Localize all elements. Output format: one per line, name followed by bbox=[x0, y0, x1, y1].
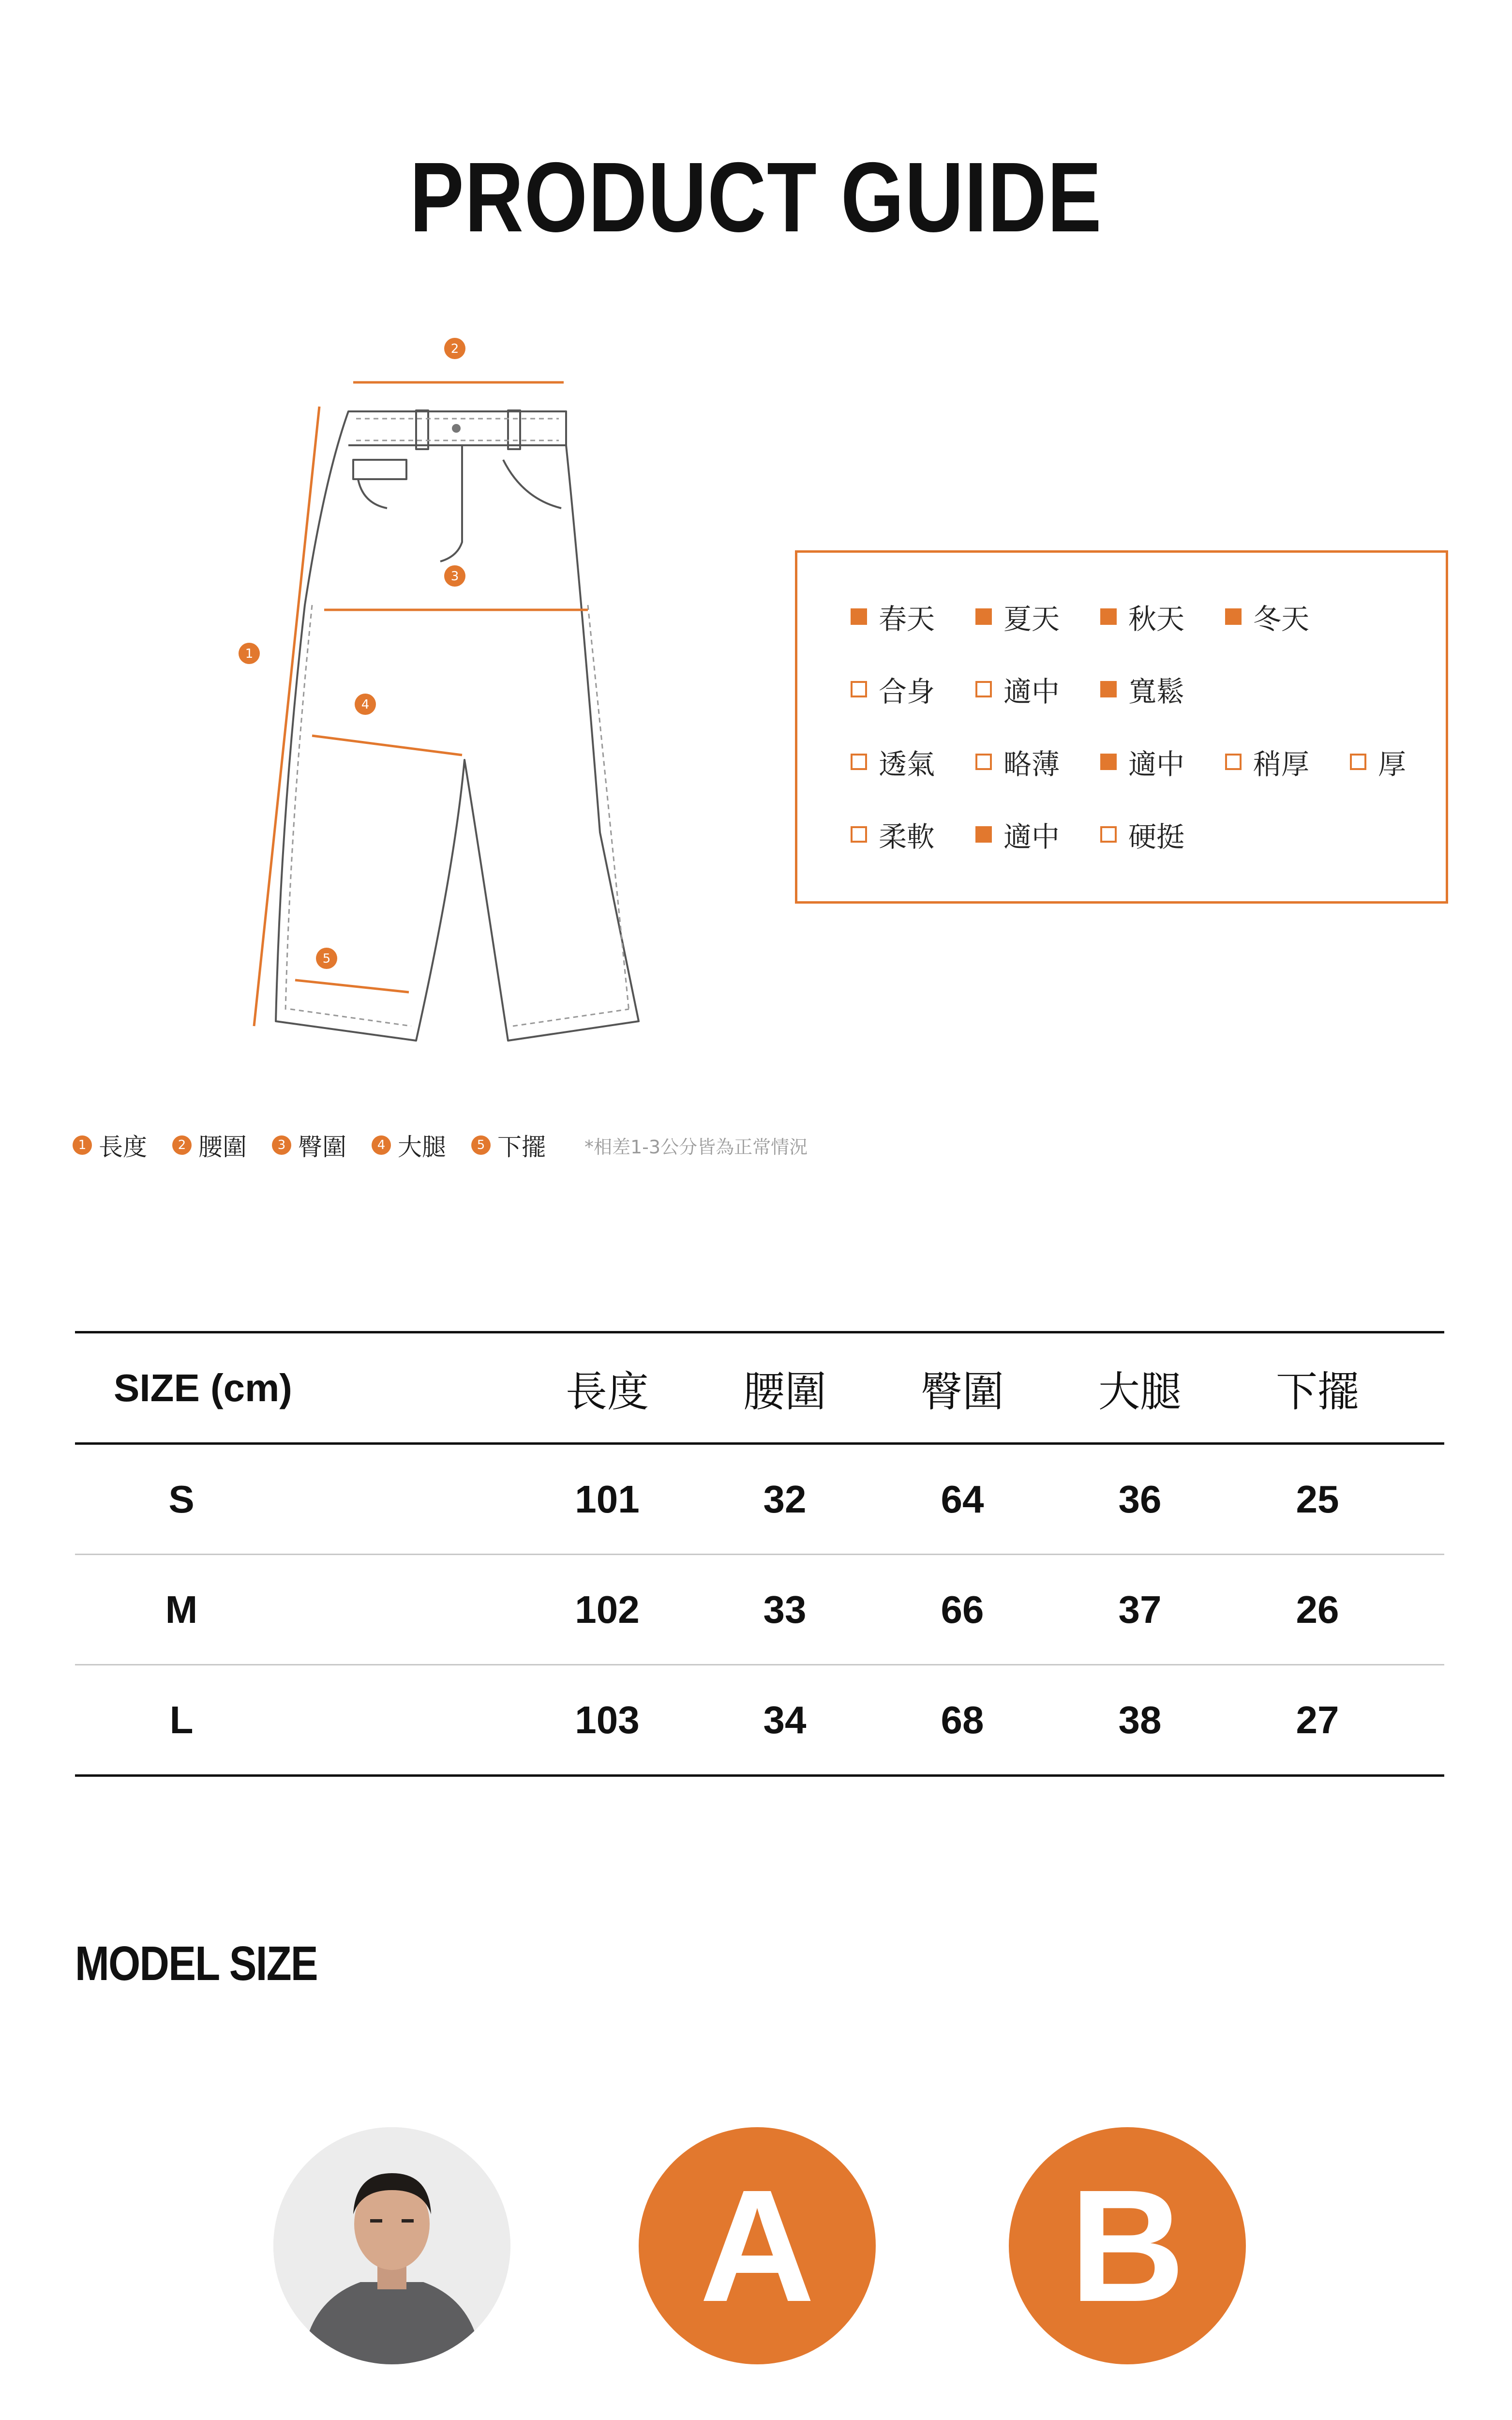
checkbox bbox=[1350, 754, 1366, 770]
legend-number: 1 bbox=[73, 1135, 92, 1155]
feature-option bbox=[975, 669, 1100, 710]
legend-number: 4 bbox=[372, 1135, 391, 1155]
feature-option bbox=[1100, 814, 1225, 855]
checkbox bbox=[975, 681, 992, 697]
table-row bbox=[75, 1665, 1444, 1777]
legend-item bbox=[73, 1128, 147, 1163]
option-label: 冬天 bbox=[1253, 603, 1310, 635]
option-label: 適中 bbox=[1003, 675, 1060, 708]
value-cell: 36 bbox=[1118, 1477, 1162, 1521]
tolerance-note: *相差1-3公分皆為正常情況 bbox=[584, 1136, 808, 1158]
value-cell: 103 bbox=[575, 1698, 640, 1741]
value-cell: 64 bbox=[941, 1477, 984, 1521]
legend-item bbox=[172, 1128, 247, 1163]
legend-label: 腰圍 bbox=[198, 1133, 247, 1161]
checkbox bbox=[1225, 608, 1242, 625]
option-label: 柔軟 bbox=[879, 820, 935, 853]
feature-row-fit bbox=[851, 669, 1225, 710]
feature-option bbox=[851, 669, 975, 710]
feature-option bbox=[1100, 669, 1225, 710]
column-header: 下擺 bbox=[1276, 1367, 1359, 1416]
checkbox bbox=[975, 826, 992, 843]
feature-option bbox=[1350, 741, 1422, 782]
legend-item bbox=[471, 1128, 546, 1163]
column-header: 長度 bbox=[566, 1367, 649, 1416]
size-cell: L bbox=[169, 1698, 194, 1741]
option-label: 秋天 bbox=[1128, 603, 1185, 635]
feature-option bbox=[851, 814, 975, 855]
feature-option bbox=[1100, 741, 1225, 782]
checkbox bbox=[851, 681, 867, 697]
value-cell: 33 bbox=[763, 1588, 807, 1631]
value-cell: 27 bbox=[1296, 1698, 1339, 1741]
value-cell: 102 bbox=[575, 1588, 640, 1631]
checkbox bbox=[1100, 681, 1117, 697]
value-cell: 25 bbox=[1296, 1477, 1339, 1521]
value-cell: 66 bbox=[941, 1588, 984, 1631]
checkbox bbox=[1100, 826, 1117, 843]
feature-option bbox=[975, 741, 1100, 782]
marker-5: 5 bbox=[322, 952, 331, 966]
checkbox bbox=[1100, 608, 1117, 625]
value-cell: 26 bbox=[1296, 1588, 1339, 1631]
feature-option bbox=[851, 596, 975, 637]
model-avatar-b: B bbox=[1009, 2127, 1246, 2364]
person-photo-icon bbox=[273, 2127, 510, 2364]
table-header bbox=[75, 1331, 1444, 1445]
marker-4: 4 bbox=[361, 697, 370, 712]
page-title: PRODUCT GUIDE bbox=[409, 142, 1103, 253]
checkbox bbox=[975, 754, 992, 770]
legend-item bbox=[372, 1128, 446, 1163]
option-label: 寬鬆 bbox=[1128, 675, 1185, 708]
feature-option bbox=[1100, 596, 1225, 637]
checkbox bbox=[1225, 754, 1242, 770]
checkbox bbox=[851, 754, 867, 770]
legend-number: 5 bbox=[471, 1135, 491, 1155]
option-label: 厚 bbox=[1378, 748, 1407, 781]
table-row bbox=[75, 1555, 1444, 1665]
value-cell: 101 bbox=[575, 1477, 640, 1521]
checkbox bbox=[1100, 754, 1117, 770]
feature-row-thickness bbox=[851, 741, 1422, 782]
option-label: 春天 bbox=[879, 603, 935, 635]
checkbox bbox=[851, 608, 867, 625]
feature-box bbox=[795, 550, 1448, 904]
value-cell: 38 bbox=[1118, 1698, 1162, 1741]
feature-option bbox=[975, 814, 1100, 855]
checkbox bbox=[975, 608, 992, 625]
legend-label: 大腿 bbox=[398, 1133, 446, 1161]
feature-option bbox=[1225, 596, 1350, 637]
size-cell: S bbox=[168, 1477, 195, 1521]
feature-option bbox=[975, 596, 1100, 637]
value-cell: 68 bbox=[941, 1698, 984, 1741]
feature-option bbox=[1225, 741, 1350, 782]
feature-option bbox=[851, 741, 975, 782]
table-row bbox=[75, 1445, 1444, 1555]
option-label: 稍厚 bbox=[1253, 748, 1310, 781]
feature-row-texture bbox=[851, 814, 1225, 855]
size-cell: M bbox=[165, 1588, 198, 1631]
model-avatar-a: A bbox=[639, 2127, 876, 2364]
option-label: 合身 bbox=[879, 675, 935, 708]
measurement-legend bbox=[73, 1128, 808, 1163]
legend-label: 下擺 bbox=[497, 1133, 546, 1161]
option-label: 適中 bbox=[1128, 748, 1185, 781]
model-photo-lee bbox=[273, 2127, 510, 2364]
marker-1: 1 bbox=[245, 647, 254, 661]
checkbox bbox=[851, 826, 867, 843]
marker-3: 3 bbox=[450, 569, 459, 584]
legend-number: 3 bbox=[272, 1135, 291, 1155]
legend-label: 長度 bbox=[99, 1133, 147, 1161]
option-label: 透氣 bbox=[879, 748, 935, 781]
size-table bbox=[75, 1331, 1444, 1777]
value-cell: 32 bbox=[763, 1477, 807, 1521]
feature-row-season bbox=[851, 596, 1350, 637]
value-cell: 37 bbox=[1118, 1588, 1162, 1631]
column-header: 腰圍 bbox=[743, 1367, 826, 1416]
legend-item bbox=[272, 1128, 346, 1163]
value-cell: 34 bbox=[763, 1698, 807, 1741]
model-size-title: MODEL SIZE bbox=[75, 1936, 317, 1991]
column-header: 大腿 bbox=[1098, 1367, 1182, 1416]
marker-2: 2 bbox=[450, 342, 459, 356]
option-label: 夏天 bbox=[1003, 603, 1060, 635]
legend-number: 2 bbox=[172, 1135, 192, 1155]
size-column-header: SIZE (cm) bbox=[114, 1366, 292, 1409]
option-label: 硬挺 bbox=[1128, 820, 1185, 853]
legend-label: 臀圍 bbox=[298, 1133, 346, 1161]
pants-diagram bbox=[213, 334, 677, 1060]
option-label: 略薄 bbox=[1003, 748, 1060, 781]
column-header: 臀圍 bbox=[921, 1367, 1004, 1416]
option-label: 適中 bbox=[1003, 820, 1060, 853]
